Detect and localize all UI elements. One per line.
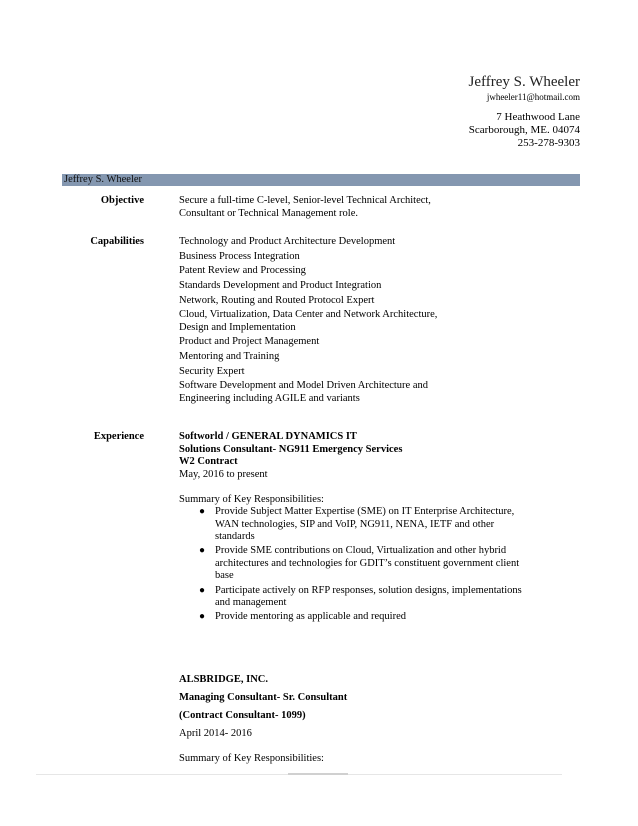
job-company: ALSBRIDGE, INC. [179,674,268,685]
list-item-text: Network, Routing and Routed Protocol Expert [179,294,375,306]
list-item [179,506,559,544]
email-address: jwheeler11@hotmail.com [486,92,580,102]
job-contract: (Contract Consultant- 1099) [179,710,306,721]
list-item [179,585,559,610]
list-item-text: standards [215,531,255,542]
list-item [179,251,559,263]
list-item-text: Design and Implementation [179,321,296,333]
list-item [179,611,559,624]
list-item-text: Standards Development and Product Integration [179,280,382,292]
resume-name: Jeffrey S. Wheeler [468,74,580,90]
capabilities-label: Capabilities [90,236,144,247]
list-item-text: Provide mentoring as applicable and required [215,611,406,623]
experience-job-2 [179,674,559,766]
bullet-icon: ● [199,611,206,623]
summary-label: Summary of Key Responsibilities: [179,493,324,505]
list-item-text: Engineering including AGILE and variants [179,392,360,404]
list-item [179,280,559,292]
job-dates: May, 2016 to present [179,468,268,480]
capabilities-list [179,236,559,407]
experience-label: Experience [93,431,144,442]
address-street: 7 Heathwood Lane [496,111,580,123]
job-title: Solutions Consultant- NG911 Emergency Services [179,443,403,455]
list-item [179,336,559,348]
list-item-text: and management [215,597,287,609]
list-item-text: Patent Review and Processing [179,265,306,277]
objective-text [179,195,559,220]
job-dates: April 2014- 2016 [179,728,252,739]
objective-label: Objective [100,195,144,206]
job-company: Softworld / GENERAL DYNAMICS IT [179,431,357,442]
list-item-text: Product and Project Management [179,336,320,348]
address-block [469,111,580,150]
bullet-icon: ● [199,545,206,557]
list-item [179,366,559,378]
summary-label: Summary of Key Responsibilities: [179,753,324,764]
list-item [179,295,559,307]
list-item-text: Software Development and Model Driven Architecture and [179,380,429,392]
list-item-text: Provide Subject Matter Expertise (SME) on IT Enterprise Architecture, [215,506,515,517]
list-item [179,309,559,334]
section-header-title: Jeffrey S. Wheeler [64,174,143,185]
objective-line: Consultant or Technical Management role. [179,207,358,219]
list-item-text: Provide SME contributions on Cloud, Virtualization and other hybrid [215,545,507,557]
responsibilities-list [179,506,559,624]
list-item-text: Security Expert [179,365,245,377]
bullet-icon: ● [199,506,206,517]
list-item [179,380,559,405]
page-divider-mark [288,773,348,775]
list-item-text: Participate actively on RFP responses, solution designs, implementations [215,584,522,596]
job-contract: W2 Contract [179,456,238,467]
section-header-bar [62,174,580,186]
experience-job-1 [179,431,559,626]
list-item-text: WAN technologies, SIP and VoIP, NG911, NENA, IETF and other [215,518,495,530]
list-item-text: base [215,570,234,582]
job-title: Managing Consultant- Sr. Consultant [179,692,348,703]
list-item [179,545,559,583]
bullet-icon: ● [199,584,206,596]
list-item-text: Cloud, Virtualization, Data Center and Network Architecture, [179,309,438,321]
list-item-text: Mentoring and Training [179,351,280,363]
objective-line: Secure a full-time C-level, Senior-level Technical Architect, [179,195,431,206]
list-item [179,236,559,248]
phone-number: 253-278-9303 [517,137,580,149]
list-item-text: Technology and Product Architecture Development [179,236,396,247]
list-item-text: Business Process Integration [179,250,300,262]
address-city: Scarborough, ME. 04074 [468,124,580,136]
list-item [179,265,559,277]
list-item [179,351,559,363]
list-item-text: architectures and technologies for GDIT’s constituent government client [215,557,520,569]
